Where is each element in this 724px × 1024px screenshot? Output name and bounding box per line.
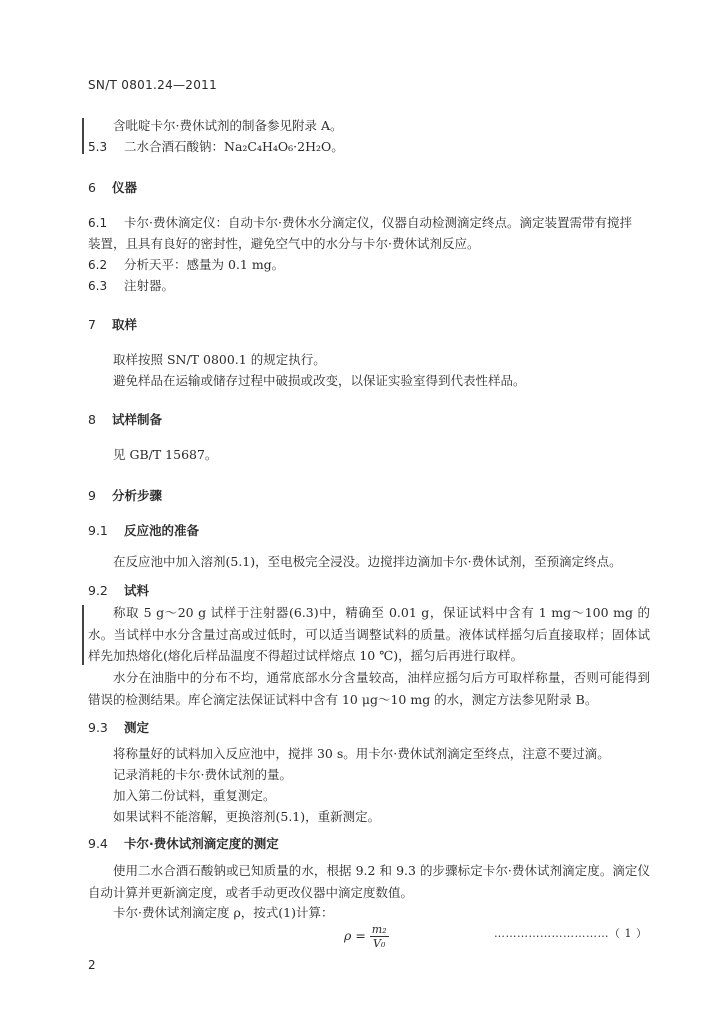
section-title: 试料 <box>124 583 150 598</box>
determination-step-2: 记录消耗的卡尔·费休试剂的量。 <box>113 767 292 782</box>
standard-header: SN/T 0801.24—2011 <box>88 78 218 92</box>
item-6-1-line2: 装置，且具有良好的密封性，避免空气中的水分与卡尔·费休试剂反应。 <box>88 236 480 251</box>
determination-step-3: 加入第二份试料，重复测定。 <box>113 788 276 803</box>
item-number: 5.3 <box>88 140 108 154</box>
section-number: 9.3 <box>88 720 108 735</box>
pyridine-reagent-note: 含吡啶卡尔·费休试剂的制备参见附录 A。 <box>113 118 343 133</box>
item-6-1-line1 <box>88 212 632 234</box>
section-7-heading <box>88 315 137 333</box>
section-number: 8 <box>88 412 96 427</box>
item-5-3 <box>88 136 344 158</box>
item-text: 注射器。 <box>124 278 175 293</box>
sampling-paragraph-1: 取样按照 SN/T 0800.1 的规定执行。 <box>113 352 326 367</box>
section-number: 9.4 <box>88 836 108 851</box>
section-9-2-heading <box>88 581 149 599</box>
item-text: 二水合酒石酸钠：Na₂C₄H₄O₆·2H₂O。 <box>124 139 344 154</box>
formula-label: （ 1 ） <box>609 927 648 940</box>
reaction-cell-paragraph: 在反应池中加入溶剂(5.1)，至电极完全浸没。边搅拌边滴加卡尔·费休试剂，至预滴定终点。 <box>113 554 622 569</box>
section-8-heading <box>88 410 162 428</box>
section-number: 9.2 <box>88 583 108 598</box>
section-number: 6 <box>88 180 96 195</box>
titer-formula <box>344 923 389 950</box>
section-title: 测定 <box>124 720 150 735</box>
item-text: 卡尔·费休滴定仪：自动卡尔·费休水分滴定仪，仪器自动检测滴定终点。滴定装置需带有搅拌 <box>124 215 632 230</box>
formula-fraction <box>370 923 389 950</box>
item-number: 6.1 <box>88 216 108 230</box>
item-6-2 <box>88 254 284 276</box>
formula-dots: ………………………… <box>494 927 609 940</box>
sample-prep-paragraph: 见 GB/T 15687。 <box>113 447 218 462</box>
section-number: 7 <box>88 317 96 332</box>
formula-denominator: V₀ <box>373 937 386 950</box>
section-title: 分析步骤 <box>112 488 163 503</box>
determination-step-4: 如果试料不能溶解，更换溶剂(5.1)，重新测定。 <box>113 809 381 824</box>
test-portion-paragraph-2: 水分在油脂中的分布不均，通常底部水分含量较高，油样应摇匀后方可取样称量，否则可能得到错误的检测结果。库仑滴定法保证试料中含有 10 μg～10 mg 的水，测定方法参见附录 B。 <box>88 670 650 707</box>
section-title: 仪器 <box>112 180 138 195</box>
item-number: 6.2 <box>88 258 108 272</box>
sampling-paragraph-2: 避免样品在运输或储存过程中破损或改变，以保证实验室得到代表性样品。 <box>113 373 526 388</box>
section-title: 试样制备 <box>112 412 163 427</box>
section-title: 卡尔·费休试剂滴定度的测定 <box>124 836 279 851</box>
section-title: 反应池的准备 <box>124 523 200 538</box>
formula-lhs: ρ = <box>344 928 366 943</box>
section-9-1-heading <box>88 521 199 539</box>
item-text: 分析天平：感量为 0.1 mg。 <box>124 257 285 272</box>
test-portion-paragraph-1: 称取 5 g～20 g 试样于注射器(6.3)中，精确至 0.01 g，保证试料中含有 1 mg～100 mg 的水。当试样中水分含量过高或过低时，可以适当调整试料的质量。液体试样摇匀后直接取样；固体试样先加热熔化(熔化后样品温度不得超过试样熔点 10 ℃)，摇匀后再进行取样。 <box>88 605 650 663</box>
section-number: 9 <box>88 488 96 503</box>
section-number: 9.1 <box>88 523 108 538</box>
section-6-heading <box>88 178 137 196</box>
section-9-3-heading <box>88 718 149 736</box>
page-number: 2 <box>88 958 96 972</box>
item-number: 6.3 <box>88 279 108 293</box>
section-9-4-heading <box>88 834 279 852</box>
determination-step-1: 将称量好的试料加入反应池中，搅拌 30 s。用卡尔·费休试剂滴定至终点，注意不要过滴。 <box>113 746 610 761</box>
section-9-heading <box>88 486 162 504</box>
titer-formula-intro: 卡尔·费休试剂滴定度 ρ，按式(1)计算： <box>113 905 334 920</box>
titer-paragraph: 使用二水合酒石酸钠或已知质量的水，根据 9.2 和 9.3 的步骤标定卡尔·费休试剂滴定度。滴定仪自动计算并更新滴定度，或者手动更改仪器中滴定度数值。 <box>88 863 650 900</box>
formula-leader <box>494 925 648 941</box>
formula-numerator: m₂ <box>371 923 387 936</box>
change-bar <box>82 118 84 154</box>
section-title: 取样 <box>112 317 138 332</box>
item-6-3 <box>88 275 174 297</box>
change-bar <box>82 605 84 665</box>
